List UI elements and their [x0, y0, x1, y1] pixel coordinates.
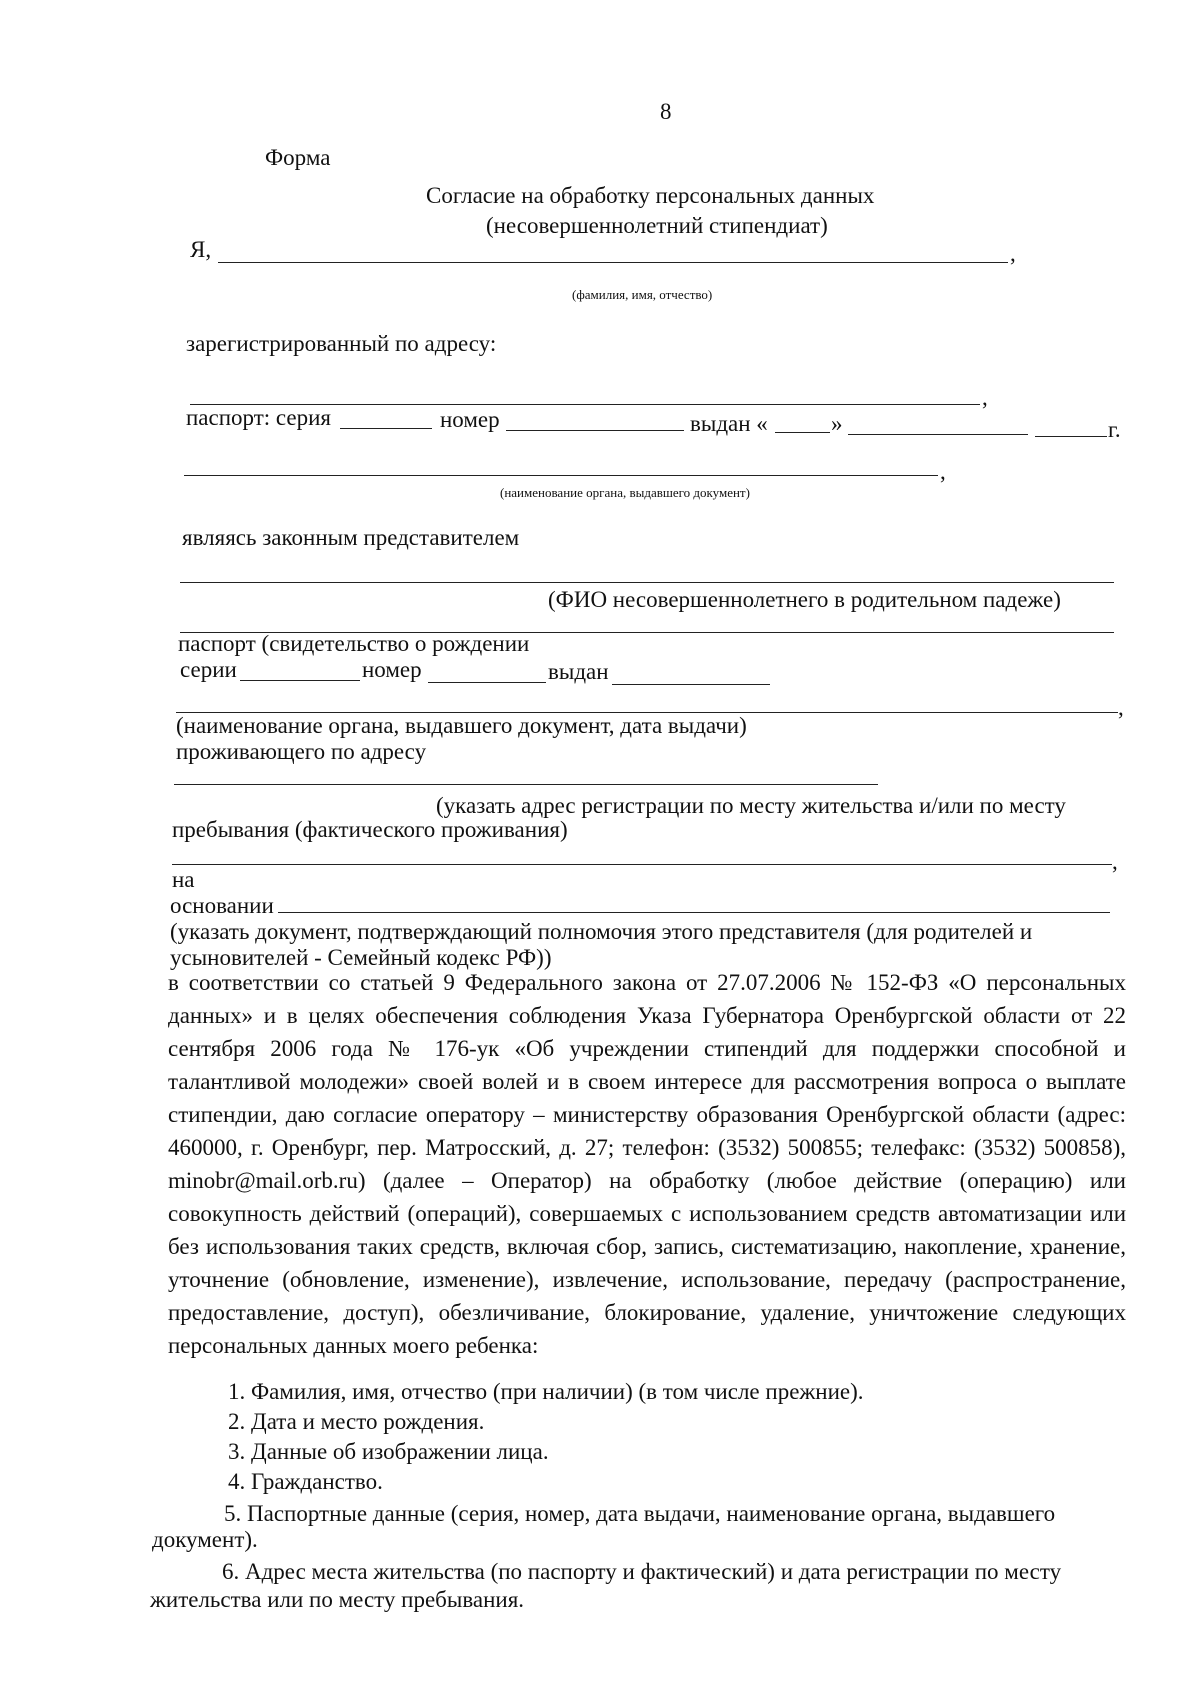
residing-label: проживающего по адресу	[176, 739, 427, 764]
passport-day-field[interactable]	[775, 432, 830, 433]
birth-vydan-field[interactable]	[612, 684, 770, 685]
comma: ,	[1112, 849, 1118, 874]
document-subtitle: (несовершеннолетний стипендиат)	[486, 213, 828, 238]
birth-cert-label: паспорт (свидетельство о рождении	[178, 631, 530, 656]
list-item: 4. Гражданство.	[228, 1469, 383, 1494]
list-item-continuation: документ).	[152, 1527, 258, 1552]
residence-address-field[interactable]	[174, 784, 878, 785]
representative-label: являясь законным представителем	[182, 525, 520, 550]
close-quote: »	[831, 411, 843, 436]
passport-month-field[interactable]	[848, 434, 1028, 435]
fio-field-line[interactable]	[218, 262, 1008, 263]
birth-vydan-label: выдан	[548, 659, 609, 684]
issuing-authority-field[interactable]	[184, 475, 938, 476]
caption-address-1: (указать адрес регистрации по месту жительства и/или по месту	[436, 793, 1066, 818]
minor-name-field[interactable]	[180, 582, 1114, 583]
passport-nomer-field[interactable]	[506, 430, 684, 431]
birth-nomer-label: номер	[362, 657, 422, 682]
caption-document-1: (указать документ, подтверждающий полномочия этого представителя (для родителей и	[170, 919, 1033, 944]
basis-document-field[interactable]	[278, 912, 1110, 913]
list-item: 2. Дата и место рождения.	[228, 1409, 485, 1434]
list-item: 5. Паспортные данные (серия, номер, дата выдачи, наименование органа, выдавшего	[224, 1501, 1056, 1526]
passport-seria-field[interactable]	[340, 428, 432, 429]
passport-seria-label: паспорт: серия	[186, 405, 332, 430]
caption-fio: (фамилия, имя, отчество)	[572, 287, 713, 302]
osnovanii-label: основании	[170, 893, 274, 918]
caption-organ-date: (наименование органа, выдавшего документ, дата выдачи)	[176, 713, 747, 738]
list-item: 6. Адрес места жительства (по паспорту и фактический) и дата регистрации по месту	[222, 1559, 1062, 1584]
page-number: 8	[660, 99, 672, 124]
document-title: Согласие на обработку персональных данных	[426, 183, 875, 208]
passport-nomer-label: номер	[440, 407, 500, 432]
passport-year-field[interactable]	[1035, 436, 1107, 437]
registered-label: зарегистрированный по адресу:	[186, 331, 497, 356]
birth-serii-label: серии	[180, 657, 237, 682]
ya-label: Я,	[190, 237, 212, 262]
list-item-continuation: жительства или по месту пребывания.	[150, 1587, 525, 1612]
passport-vydan-label: выдан «	[690, 411, 768, 436]
list-item: 1. Фамилия, имя, отчество (при наличии) (в том числе прежние).	[228, 1379, 864, 1404]
comma: ,	[1118, 695, 1124, 720]
comma: ,	[1010, 241, 1016, 266]
year-label: г.	[1108, 417, 1121, 442]
consent-paragraph: в соответствии со статьей 9 Федерального закона от 27.07.2006 № 152-ФЗ «О персональных данных» и в целях обеспечения соблюдения Указа Губернатора Оренбургской области от 22 сентября 2006 года № 176-ук «Об учреждении стипендий для поддержки способной и талантливой молодежи» своей волей и в своем интересе для рассмотрения вопроса о выплате стипендии, даю согласие оператору – министерству образования Оренбургской области (адрес: 460000, г. Оренбург, пер. Матросский, д. 27; телефон: (3532) 500855; телефакс: (3532) 500858), minobr@mail.orb.ru) (далее – Оператор) на обработку (любое действие (операцию) или совокупность действий (операций), совершаемых с использованием средств автоматизации или без использования таких средств, включая сбор, запись, систематизацию, накопление, хранение, уточнение (обновление, изменение), извлечение, использование, передачу (распространение, предоставление, доступ), обезличивание, блокирование, удаление, уничтожение следующих персональных данных моего ребенка:	[168, 970, 1126, 1358]
caption-address-2: пребывания (фактического проживания)	[172, 817, 568, 842]
residence-address-field-2[interactable]	[172, 864, 1112, 865]
na-label: на	[172, 867, 195, 892]
comma: ,	[982, 385, 988, 410]
caption-document-2: усыновителей - Семейный кодекс РФ))	[170, 945, 552, 970]
form-label: Форма	[265, 145, 331, 170]
caption-organ: (наименование органа, выдавшего документ)	[500, 485, 750, 500]
comma: ,	[940, 459, 946, 484]
birth-serii-field[interactable]	[240, 680, 360, 681]
list-item: 3. Данные об изображении лица.	[228, 1439, 549, 1464]
caption-minor: (ФИО несовершеннолетнего в родительном падеже)	[548, 587, 1061, 612]
birth-nomer-field[interactable]	[428, 682, 546, 683]
